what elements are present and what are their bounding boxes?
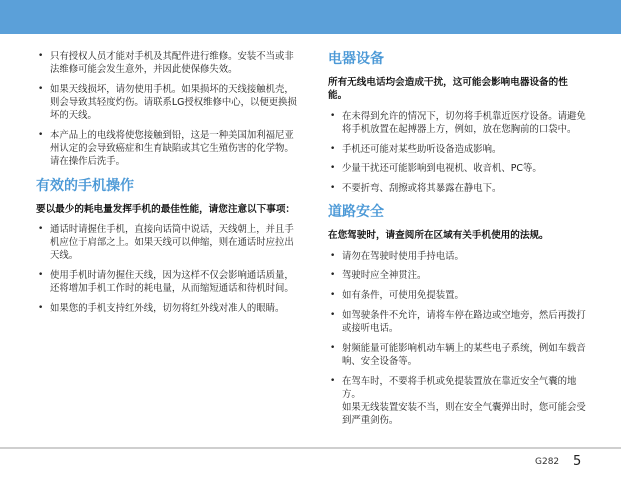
section-title-electronic-devices: 电器设备	[328, 51, 384, 67]
list-item: • 不要折弯、刮擦或将其暴露在静电下。	[328, 182, 586, 195]
list-item: • 通话时请握住手机，直接向话筒中说话，天线朝上，并且手机应位于肩部之上。如果天线可以伸缩，则在通话时应拉出天线。	[36, 223, 298, 263]
list-item: • 驾驶时应全神贯注。	[328, 269, 586, 282]
list-item: • 少量干扰还可能影响到电视机、收音机、PC等。	[328, 162, 586, 175]
road-safety-list	[328, 250, 586, 428]
efficient-operation-list	[36, 223, 298, 315]
section-subtitle: 所有无线电话均会造成干扰，这可能会影响电器设备的性能。	[328, 77, 568, 102]
section-title-road-safety: 道路安全	[328, 204, 384, 221]
model-label: G282	[535, 457, 560, 467]
list-item: • 如有条件，可使用免提装置。	[328, 289, 586, 302]
section-title-efficient-operation: 有效的手机操作	[36, 177, 134, 194]
intro-list	[36, 50, 298, 169]
list-item: • 请勿在驾驶时使用手持电话。	[328, 250, 586, 263]
footer-divider	[0, 447, 621, 449]
list-item: • 如果天线损坏，请勿使用手机。如果损坏的天线接触机壳，则会导致其轻度灼伤。请联系LG授权维修中心，以便更换损坏的天线。	[36, 83, 298, 123]
section-subtitle: 在您驾驶时，请查阅所在区域有关手机使用的法规。	[328, 230, 549, 242]
list-item: • 如驾驶条件不允许，请将车停在路边或空地旁，然后再拨打或接听电话。	[328, 309, 586, 335]
list-item: • 手机还可能对某些助听设备造成影响。	[328, 143, 586, 156]
section-subtitle: 要以最少的耗电量发挥手机的最佳性能，请您注意以下事项：	[36, 203, 296, 215]
list-item: • 射频能量可能影响机动车辆上的某些电子系统，例如车载音响、安全设备等。	[328, 342, 586, 368]
page-number: 5	[573, 454, 582, 469]
airbag-line-1: • 在驾车时，不要将手机或免提装置放在靠近安全气囊的地方。	[342, 375, 577, 400]
list-item: • 只有授权人员才能对手机及其配件进行维修。安装不当或非法维修可能会发生意外，并因此使保修失效。	[36, 50, 298, 76]
list-item: • 在未得到允许的情况下，切勿将手机靠近医疗设备。请避免将手机放置在起搏器上方，例如，放在您胸前的口袋中。	[328, 110, 586, 136]
list-item: • 使用手机时请勿握住天线，因为这样不仅会影响通话质量，还将增加手机工作时的耗电量，从而缩短通话和待机时间。	[36, 269, 298, 295]
top-banner	[0, 0, 621, 34]
list-item: • 本产品上的电线将使您接触到铅，这是一种美国加利福尼亚州认定的会导致癌症和生育缺陷或其它生殖伤害的化学物。请在操作后洗手。	[36, 129, 298, 169]
electronic-devices-list	[328, 110, 586, 196]
list-item-airbag	[328, 375, 586, 428]
right-column	[328, 50, 586, 434]
airbag-line-2: 如果无线装置安装不当，则在安全气囊弹出时，您可能会受到严重剑伤。	[342, 402, 586, 427]
list-item: • 如果您的手机支持红外线，切勿将红外线对准人的眼睛。	[36, 302, 298, 315]
left-column	[36, 50, 298, 322]
